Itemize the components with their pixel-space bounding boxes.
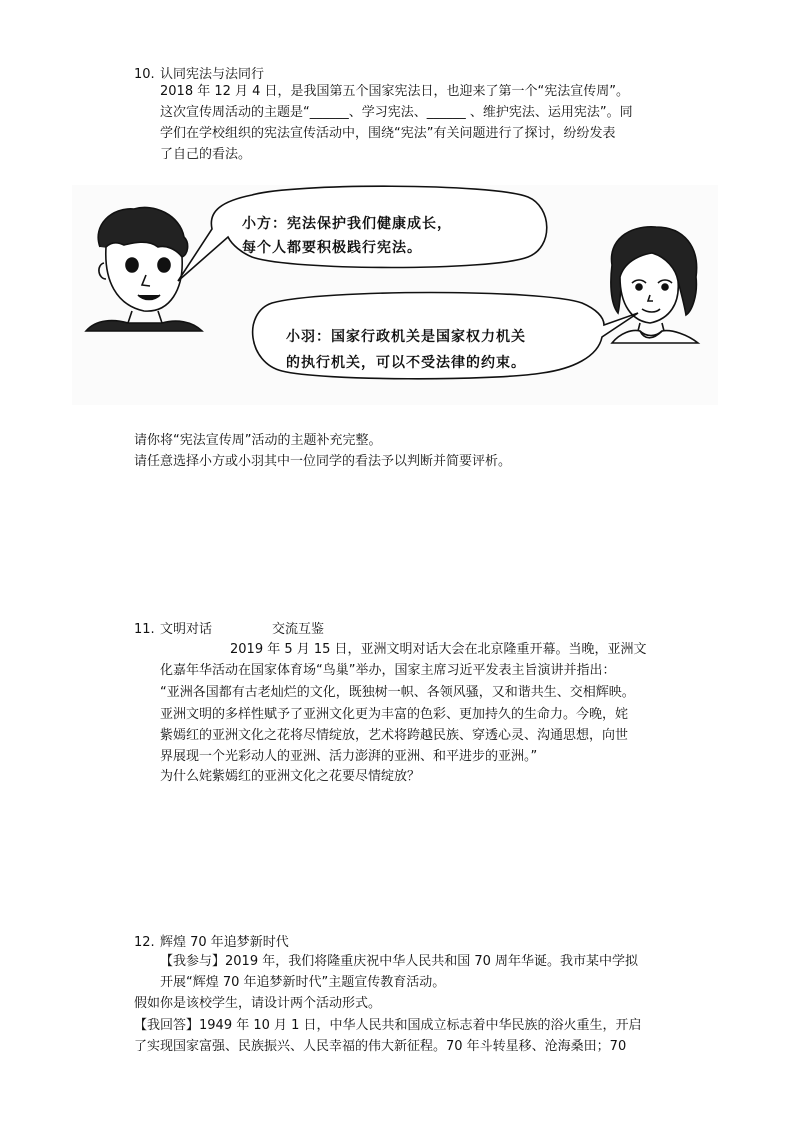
bubble1-line-1: 小方：宪法保护我们健康成长， [242,216,452,232]
bubble2-line-1: 小羽：国家行政机关是国家权力机关 [286,329,526,345]
q12-line-1: 【我参与】2019 年，我们将隆重庆祝中华人民共和国 70 周年华诞。我市某中学拟 [160,954,639,969]
bubble1-line-2: 每个人都要积极践行宪法。 [242,240,422,256]
q10-line-4: 了自己的看法。 [160,147,252,162]
boy-figure [86,207,202,331]
q11-line-6: 界展现一个光彩动人的亚洲、活力澎湃的亚洲、和平进步的亚洲。” [160,749,538,764]
bubble2-line-2: 的执行机关，可以不受法律的约束。 [286,355,526,371]
q10-title: 认同宪法与法同行 [160,67,265,82]
q11-line-2: 化嘉年华活动在国家体育场“鸟巢”举办，国家主席习近平发表主旨演讲并指出： [160,663,616,678]
q11-line-5: 紫嫣红的亚洲文化之花将尽情绽放，艺术将跨越民族、穿透心灵、沟通思想，向世 [160,728,629,743]
comic-illustration [72,185,718,405]
q12-line-2: 开展“辉煌 70 年追梦新时代”主题宣传教育活动。 [160,975,446,990]
q11-title-2: 交流互鉴 [272,622,325,637]
q10-line-1: 2018 年 12 月 4 日，是我国第五个国家宪法日，也迎来了第一个“宪法宣传周”。 [160,84,630,99]
q10-number: 10. [134,67,155,82]
q11-line-4: 亚洲文明的多样性赋予了亚洲文化更为丰富的色彩、更加持久的生命力。今晚，姹 [160,707,629,722]
q10-question-1: 请你将“宪法宣传周”活动的主题补充完整。 [134,433,382,448]
q11-line-1: 2019 年 5 月 15 日，亚洲文明对话大会在北京隆重开幕。当晚，亚洲文 [230,642,647,657]
q12-title: 辉煌 70 年追梦新时代 [160,935,289,950]
q11-title: 文明对话 [160,622,213,637]
q12-line-4: 【我回答】1949 年 10 月 1 日，中华人民共和国成立标志着中华民族的浴火重生，开启 [134,1018,642,1033]
q12-line-5: 了实现国家富强、民族振兴、人民幸福的伟大新征程。70 年斗转星移、沧海桑田；70 [134,1039,627,1054]
q10-line-3: 学们在学校组织的宪法宣传活动中，围绕“宪法”有关问题进行了探讨，纷纷发表 [160,126,616,141]
q11-number: 11. [134,622,155,637]
girl-figure [611,227,698,343]
q10-question-2: 请任意选择小方或小羽其中一位同学的看法予以判断并简要评析。 [134,454,512,469]
q10-line-2: 这次宣传周活动的主题是“______、学习宪法、______ 、维护宪法、运用宪法”。同 [160,105,633,120]
q11-line-3: “亚洲各国都有古老灿烂的文化，既独树一帜、各领风骚，又和谐共生、交相辉映。 [160,685,635,700]
q12-number: 12. [134,935,155,950]
q12-line-3: 假如你是该校学生，请设计两个活动形式。 [134,996,382,1011]
q11-line-7: 为什么姹紫嫣红的亚洲文化之花要尽情绽放？ [160,769,421,784]
